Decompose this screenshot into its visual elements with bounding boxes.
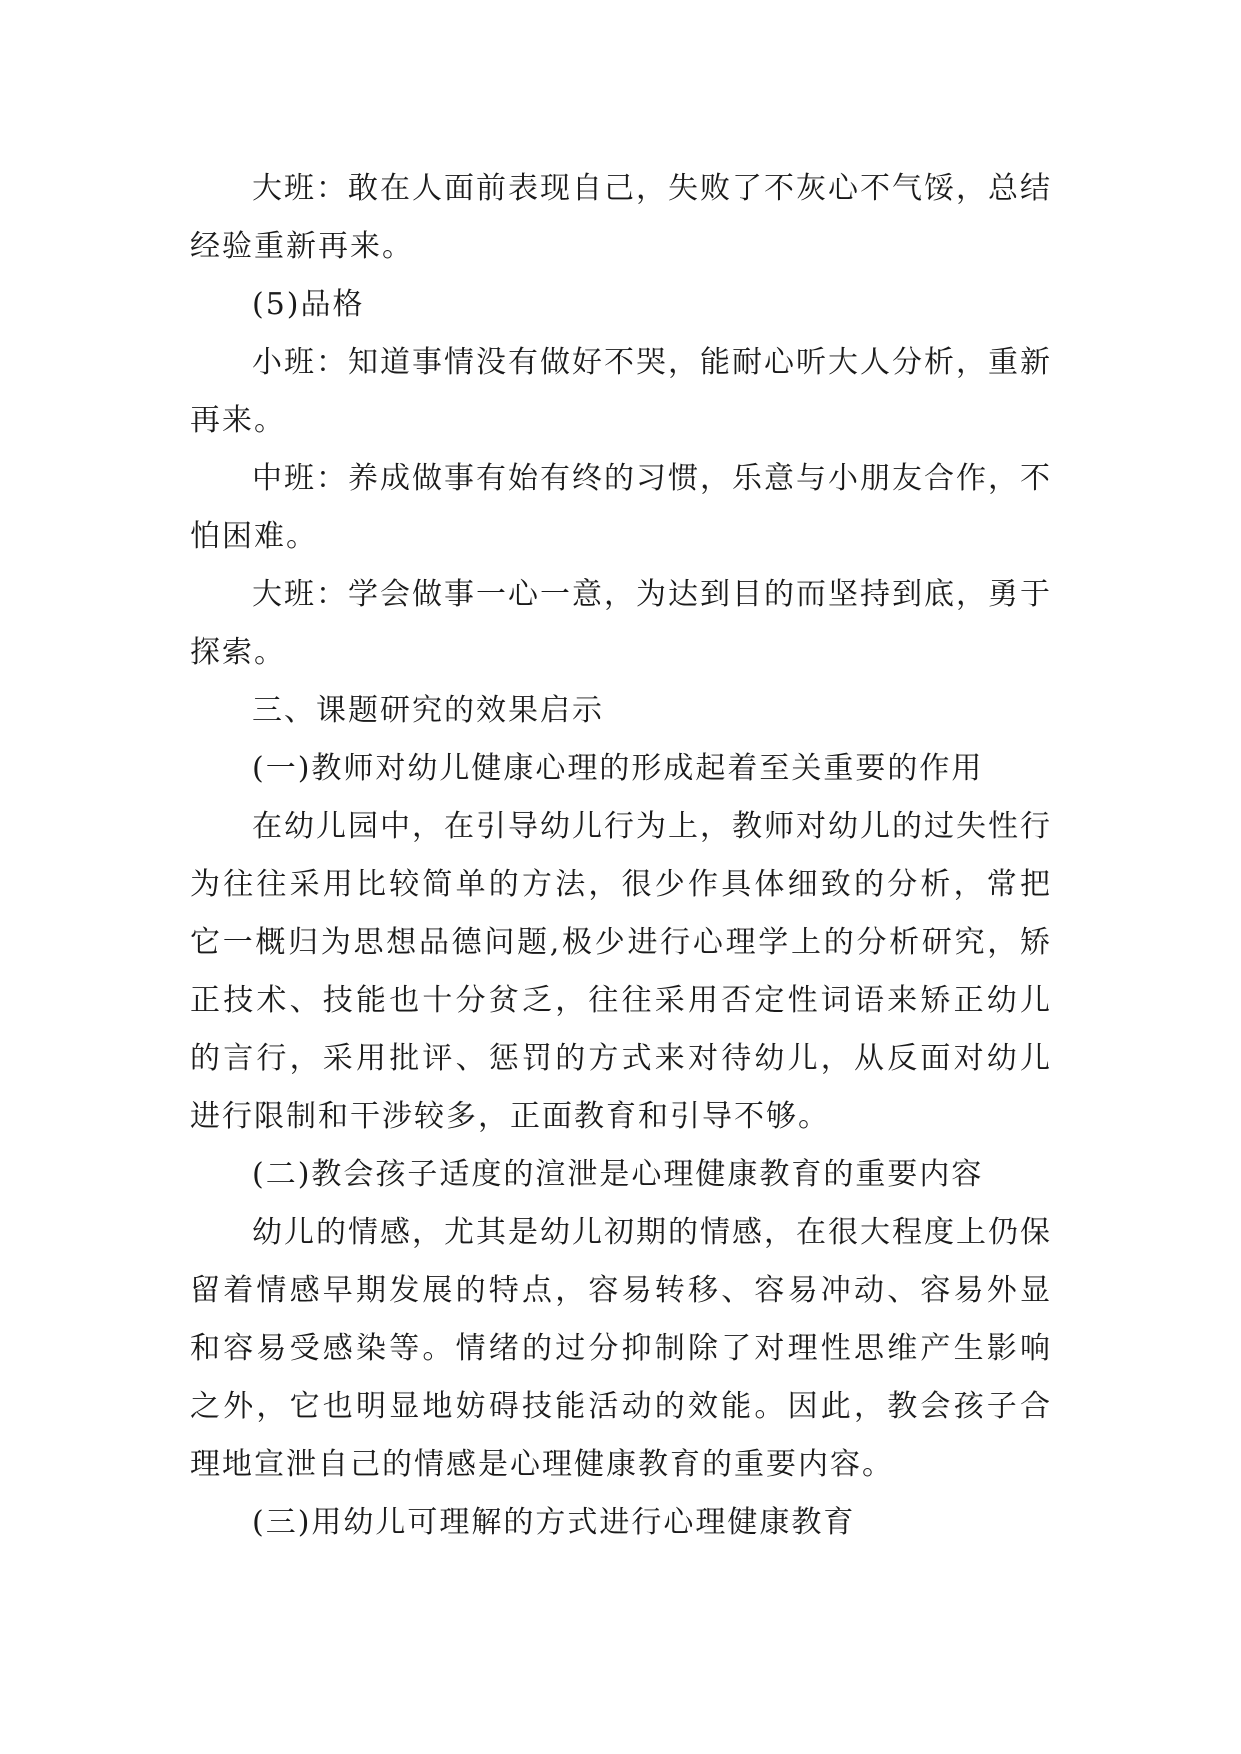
heading-section-three: 三、课题研究的效果启示 xyxy=(252,693,604,728)
heading-subsection-two: (二)教会孩子适度的渲泄是心理健康教育的重要内容 xyxy=(252,1157,984,1192)
paragraph-middle-class-character: 中班：养成做事有始有终的习惯，乐意与小朋友合作，不怕困难。 xyxy=(190,461,1052,554)
paragraph-teacher-role: 在幼儿园中，在引导幼儿行为上，教师对幼儿的过失性行为往往采用比较简单的方法，很少作具体细致的分析，常把它一概归为思想品德问题,极少进行心理学上的分析研究，矫正技术、技能也十分贫乏，往往采用否定性词语来矫正幼儿的言行，采用批评、惩罚的方式来对待幼儿，从反面对幼儿进行限制和干涉较多，正面教育和引导不够。 xyxy=(190,809,1052,1134)
paragraph-junior-class-character: 小班：知道事情没有做好不哭，能耐心听大人分析，重新再来。 xyxy=(190,345,1052,438)
heading-subsection-three: (三)用幼儿可理解的方式进行心理健康教育 xyxy=(252,1505,856,1540)
heading-subsection-one: (一)教师对幼儿健康心理的形成起着至关重要的作用 xyxy=(252,751,984,786)
document-body xyxy=(190,160,1052,1552)
paragraph-senior-class-character: 大班：学会做事一心一意，为达到目的而坚持到底，勇于探索。 xyxy=(190,577,1052,670)
paragraph-emotional-release: 幼儿的情感，尤其是幼儿初期的情感，在很大程度上仍保留着情感早期发展的特点，容易转移、容易冲动、容易外显和容易受感染等。情绪的过分抑制除了对理性思维产生影响之外，它也明显地妨碍技能活动的效能。因此，教会孩子合理地宣泄自己的情感是心理健康教育的重要内容。 xyxy=(190,1215,1052,1482)
heading-character: (5)品格 xyxy=(252,287,365,322)
paragraph-senior-class-confidence: 大班：敢在人面前表现自己，失败了不灰心不气馁，总结经验重新再来。 xyxy=(190,171,1052,264)
